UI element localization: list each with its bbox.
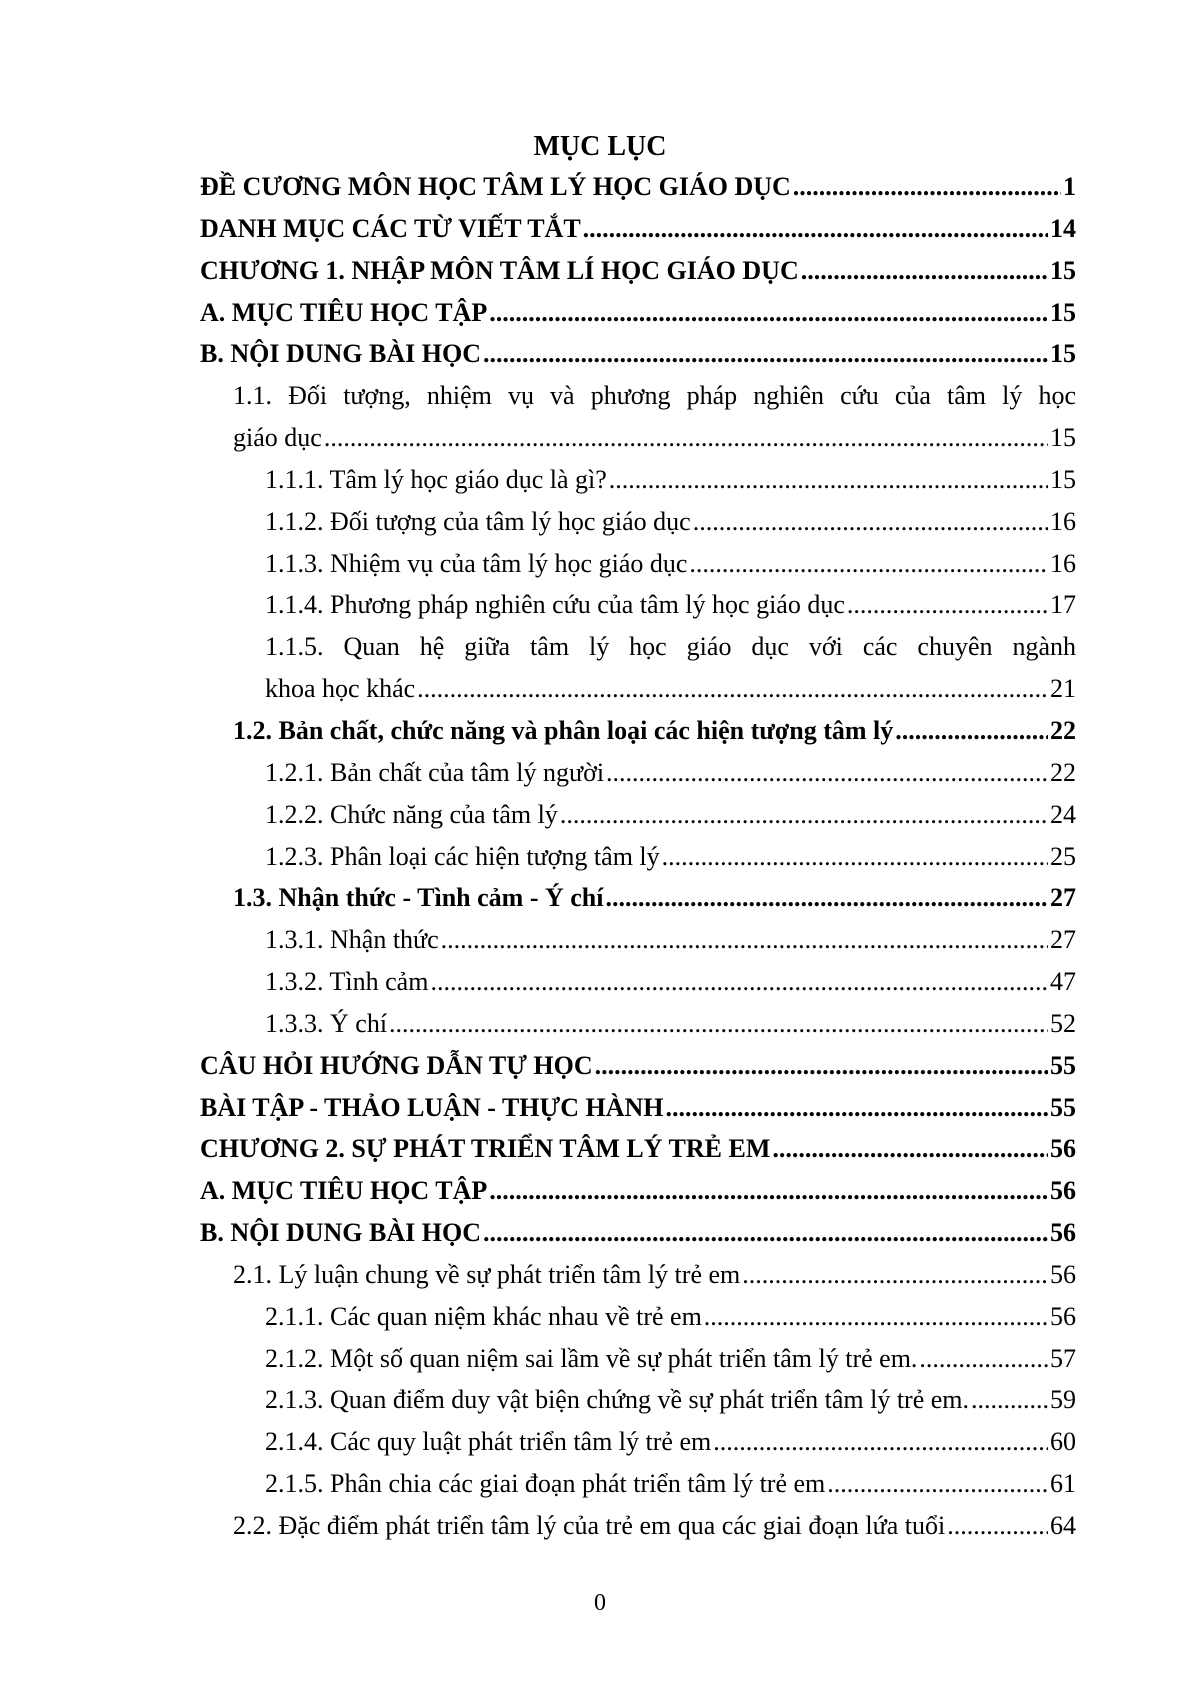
- toc-entry-text: BÀI TẬP - THẢO LUẬN - THỰC HÀNH: [200, 1092, 664, 1122]
- toc-entry-text: 2.1.5. Phân chia các giai đoạn phát triển tâm lý trẻ em: [265, 1469, 826, 1499]
- dot-leader: [483, 333, 1048, 375]
- toc-entry-text: ĐỀ CƯƠNG MÔN HỌC TÂM LÝ HỌC GIÁO DỤC: [200, 172, 791, 201]
- toc-entry-text: 1.3.3. Ý chí: [265, 1008, 388, 1038]
- toc-entry-text: CHƯƠNG 2. SỰ PHÁT TRIỂN TÂM LÝ TRẺ EM: [200, 1134, 771, 1164]
- toc-entry-page: 22: [1050, 715, 1076, 745]
- toc-entry[interactable]: [200, 584, 1076, 626]
- toc-entry[interactable]: [200, 794, 1076, 836]
- toc-entry-page: 1: [1063, 172, 1076, 201]
- toc-entry-page: 56: [1050, 1134, 1076, 1164]
- toc-entry-text: giáo dục: [233, 423, 322, 453]
- toc-entry[interactable]: [200, 292, 1076, 334]
- dot-leader: [441, 919, 1048, 961]
- toc-entry-text: khoa học khác: [265, 674, 416, 704]
- toc-entry[interactable]: [200, 1338, 1076, 1380]
- toc-entry-page: 57: [1050, 1343, 1076, 1373]
- dot-leader: [595, 1045, 1048, 1087]
- toc-entry-page: 56: [1050, 1259, 1076, 1289]
- dot-leader: [606, 877, 1049, 919]
- toc-entry-page: 15: [1050, 297, 1076, 327]
- toc-entry-line1[interactable]: 1.1. Đối tượng, nhiệm vụ và phương pháp nghiên cứu của tâm lý học: [233, 381, 1076, 411]
- table-of-contents: [200, 166, 1076, 1547]
- toc-entry-text: 2.2. Đặc điểm phát triển tâm lý của trẻ em qua các giai đoạn lứa tuổi: [233, 1511, 946, 1540]
- dot-leader: [689, 543, 1048, 585]
- toc-entry[interactable]: [200, 166, 1076, 208]
- toc-entry[interactable]: [200, 961, 1076, 1003]
- toc-entry-page: 56: [1050, 1176, 1076, 1206]
- dot-leader: [772, 1128, 1048, 1170]
- toc-entry[interactable]: [200, 1421, 1076, 1463]
- toc-entry[interactable]: [200, 459, 1076, 501]
- toc-entry-text: 2.1. Lý luận chung về sự phát triển tâm lý trẻ em: [233, 1259, 741, 1289]
- dot-leader: [742, 1254, 1048, 1296]
- toc-entry[interactable]: [200, 668, 1076, 710]
- dot-leader: [704, 1296, 1048, 1338]
- toc-entry-page: 15: [1050, 255, 1076, 285]
- toc-entry[interactable]: [200, 1212, 1076, 1254]
- toc-entry-page: 16: [1050, 548, 1076, 578]
- dot-leader: [665, 1087, 1048, 1129]
- toc-title: MỤC LỤC: [533, 131, 667, 162]
- toc-entry-text: 1.2. Bản chất, chức năng và phân loại các hiện tượng tâm lý: [233, 715, 894, 745]
- dot-leader: [971, 1379, 1048, 1421]
- toc-entry[interactable]: [200, 417, 1076, 459]
- toc-entry-page: 56: [1050, 1218, 1076, 1248]
- toc-entry-text: B. NỘI DUNG BÀI HỌC: [200, 339, 481, 369]
- dot-leader: [662, 836, 1048, 878]
- toc-entry-text: 1.1.3. Nhiệm vụ của tâm lý học giáo dục: [265, 548, 688, 578]
- toc-entry-text: 2.1.3. Quan điểm duy vật biện chứng về sự phát triển tâm lý trẻ em.: [265, 1385, 970, 1415]
- dot-leader: [947, 1505, 1048, 1547]
- toc-entry[interactable]: [200, 1296, 1076, 1338]
- toc-entry-text: CHƯƠNG 1. NHẬP MÔN TÂM LÍ HỌC GIÁO DỤC: [200, 255, 799, 285]
- toc-entry-page: 55: [1050, 1092, 1076, 1122]
- toc-entry-text: 1.2.2. Chức năng của tâm lý: [265, 799, 558, 829]
- toc-entry-text: 1.3.2. Tình cảm: [265, 967, 429, 997]
- toc-entry[interactable]: [200, 501, 1076, 543]
- dot-leader: [489, 292, 1048, 334]
- dot-leader: [389, 1003, 1048, 1045]
- toc-entry[interactable]: [200, 1128, 1076, 1170]
- toc-entry[interactable]: [200, 1505, 1076, 1547]
- toc-entry-page: 22: [1050, 757, 1076, 787]
- toc-entry[interactable]: [200, 1463, 1076, 1505]
- toc-entry-page: 17: [1050, 590, 1076, 620]
- dot-leader: [417, 668, 1048, 710]
- toc-entry-text: A. MỤC TIÊU HỌC TẬP: [200, 297, 488, 327]
- toc-entry[interactable]: [200, 1045, 1076, 1087]
- dot-leader: [430, 961, 1048, 1003]
- toc-entry-page: 15: [1050, 339, 1076, 369]
- toc-entry[interactable]: [200, 836, 1076, 878]
- toc-entry[interactable]: [200, 250, 1076, 292]
- toc-entry-text: 2.1.2. Một số quan niệm sai lầm về sự phát triển tâm lý trẻ em.: [265, 1343, 918, 1373]
- toc-entry-page: 52: [1050, 1008, 1076, 1038]
- dot-leader: [606, 752, 1048, 794]
- toc-entry-page: 21: [1050, 674, 1076, 704]
- toc-entry-text: 1.1.1. Tâm lý học giáo dục là gì?: [265, 464, 607, 494]
- toc-entry-page: 15: [1050, 423, 1076, 453]
- dot-leader: [919, 1338, 1048, 1380]
- toc-entry-page: 61: [1050, 1469, 1076, 1499]
- toc-entry-text: 1.2.1. Bản chất của tâm lý người: [265, 757, 605, 787]
- dot-leader: [693, 501, 1048, 543]
- dot-leader: [827, 1463, 1048, 1505]
- toc-entry-text: 2.1.1. Các quan niệm khác nhau về trẻ em: [265, 1301, 702, 1331]
- toc-entry[interactable]: [200, 1254, 1076, 1296]
- toc-entry-text: CÂU HỎI HƯỚNG DẪN TỰ HỌC: [200, 1050, 593, 1080]
- toc-entry-line1[interactable]: 1.1.5. Quan hệ giữa tâm lý học giáo dục với các chuyên ngành: [265, 632, 1076, 662]
- toc-entry-page: 16: [1050, 506, 1076, 536]
- toc-entry[interactable]: [200, 1003, 1076, 1045]
- toc-entry-text: 1.1.4. Phương pháp nghiên cứu của tâm lý học giáo dục: [265, 590, 845, 620]
- dot-leader: [324, 417, 1048, 459]
- dot-leader: [483, 1212, 1048, 1254]
- toc-entry-text: 1.2.3. Phân loại các hiện tượng tâm lý: [265, 841, 660, 871]
- toc-entry-page: 25: [1050, 841, 1076, 871]
- toc-entry-page: 56: [1050, 1301, 1076, 1331]
- toc-entry-page: 60: [1050, 1427, 1076, 1457]
- toc-entry[interactable]: [200, 208, 1076, 250]
- toc-entry-page: 47: [1050, 967, 1076, 997]
- toc-entry-page: 55: [1050, 1050, 1076, 1080]
- toc-entry-page: 27: [1050, 925, 1076, 955]
- toc-entry-page: 59: [1050, 1385, 1076, 1415]
- toc-entry[interactable]: [200, 752, 1076, 794]
- page-number: 0: [594, 1590, 606, 1616]
- dot-leader: [609, 459, 1048, 501]
- toc-entry[interactable]: [200, 877, 1076, 919]
- toc-entry-page: 15: [1050, 464, 1076, 494]
- dot-leader: [801, 250, 1048, 292]
- dot-leader: [793, 166, 1061, 208]
- toc-entry-page: 64: [1050, 1511, 1076, 1540]
- toc-entry-text: DANH MỤC CÁC TỪ VIẾT TẮT: [200, 213, 581, 243]
- toc-entry-text: 1.3. Nhận thức - Tình cảm - Ý chí: [233, 883, 604, 913]
- toc-entry[interactable]: [200, 333, 1076, 375]
- toc-entry[interactable]: [200, 1379, 1076, 1421]
- toc-entry-text: 2.1.4. Các quy luật phát triển tâm lý trẻ em: [265, 1427, 712, 1457]
- toc-entry[interactable]: [200, 1170, 1076, 1212]
- toc-entry-text: B. NỘI DUNG BÀI HỌC: [200, 1218, 481, 1248]
- dot-leader: [583, 208, 1048, 250]
- dot-leader: [560, 794, 1048, 836]
- dot-leader: [713, 1421, 1048, 1463]
- dot-leader: [895, 710, 1048, 752]
- toc-entry-text: 1.3.1. Nhận thức: [265, 925, 439, 955]
- toc-entry-text: A. MỤC TIÊU HỌC TẬP: [200, 1176, 488, 1206]
- toc-entry-page: 27: [1050, 883, 1076, 913]
- toc-entry-page: 14: [1050, 213, 1076, 243]
- dot-leader: [847, 584, 1048, 626]
- toc-entry-text: 1.1.2. Đối tượng của tâm lý học giáo dục: [265, 506, 691, 536]
- toc-entry[interactable]: [200, 710, 1076, 752]
- toc-entry[interactable]: [200, 543, 1076, 585]
- toc-entry[interactable]: [200, 919, 1076, 961]
- dot-leader: [489, 1170, 1048, 1212]
- toc-entry-page: 24: [1050, 799, 1076, 829]
- toc-entry[interactable]: [200, 1087, 1076, 1129]
